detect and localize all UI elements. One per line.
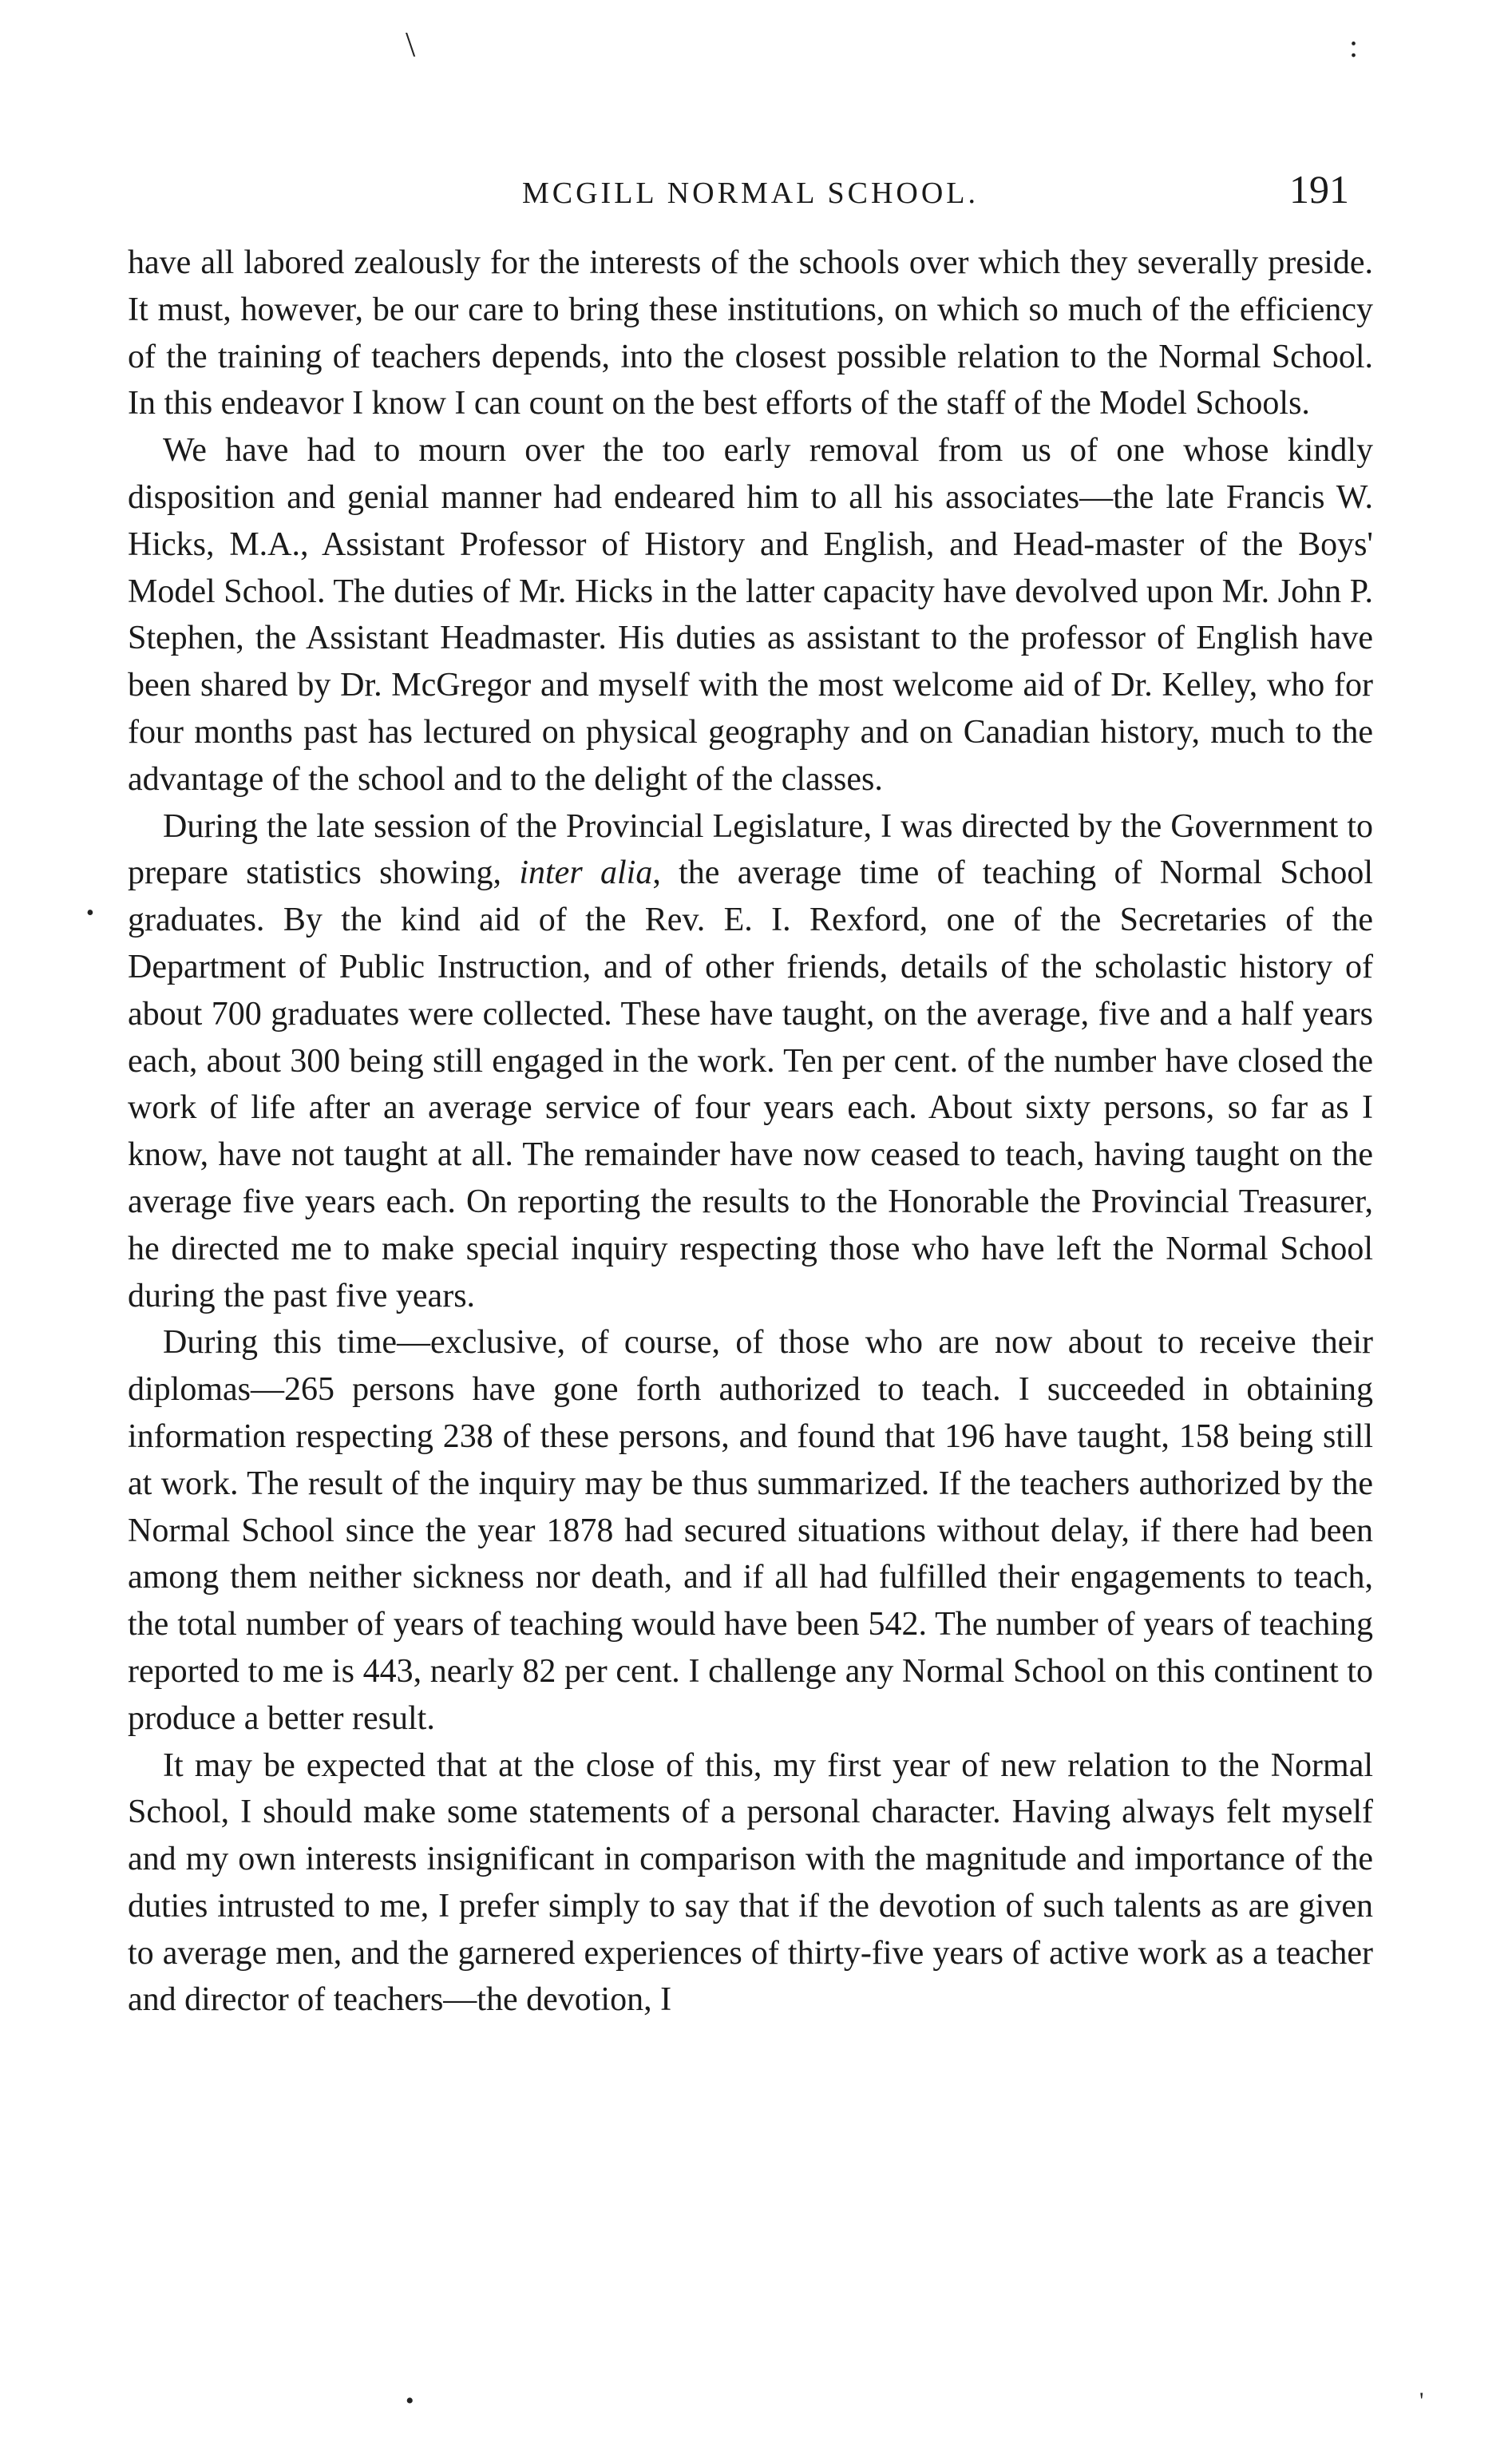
scan-mark: \ [406,25,416,64]
paragraph: During this time—exclusive, of course, of those who are now about to receive their diplomas—265 persons have gone forth authorized to teach. I succeeded in obtaining information respecting 238 of these persons, and found that 196 have taught, 158 being still at work. The result of the inquiry may be thus summarized. If the teachers authorized by the Normal School since the year 1878 had secured situations without delay, if there had been among them neither sickness nor death, and if all had fulfilled their engagements to teach, the total number of years of teaching would have been 542. The number of years of teaching reported to me is 443, nearly 82 per cent. I challenge any Normal School on this continent to produce a better result. [128,1324,1373,1737]
paragraph: have all labored zealously for the interests of the schools over which they severally preside. It must, however, be our care to bring these institutions, on which so much of the efficiency of the training of teachers depends, into the closest possible relation to the Normal School. In this endeavor I know I can count on the best efforts of the staff of the Model Schools. [128,244,1373,422]
paragraph: We have had to mourn over the too early removal from us of one whose kindly disposition and genial manner had endeared him to all his associates—the late Francis W. Hicks, M.A., Assistant Professor of History and English, and Head-master of the Boys' Model School. The duties of Mr. Hicks in the latter capacity have devolved upon Mr. John P. Stephen, the Assistant Headmaster. His duties as assistant to the professor of English have been shared by Dr. McGregor and myself with the most welcome aid of Dr. Kelley, who for four months past has lectured on physical geography and on Canadian history, much to the advantage of the school and to the delight of the classes. [128,432,1373,798]
paragraph-text: , the average time of teaching of Normal School graduates. By the kind aid of the Rev. E. I. Rexford, one of the Secretaries of the Department of Public Instruction, and of other friends, details of the scholastic history of about 700 graduates were collected. These have taught, on the average, five and a half years each, about 300 being still engaged in the work. Ten per cent. of the number have closed the work of life after an average service of four years each. About sixty persons, so far as I know, have not taught at all. The remainder have now ceased to teach, having taught on the average five years each. On reporting the results to the Honorable the Provincial Treasurer, he directed me to make special inquiry respecting those who have left the Normal School during the past five years. [128,854,1374,1314]
scan-mark: • [406,2388,414,2414]
paragraph [128,803,1373,1320]
page-body [128,152,1373,2024]
scan-mark: : [1349,28,1359,64]
margin-bullet: • [86,901,94,926]
latin-phrase: inter alia [519,854,653,892]
paragraph: It may be expected that at the close of this, my first year of new relation to the Normal School, I should make some statements of a personal character. Having always felt myself and my own interests insignificant in comparison with the magnitude and importance of the duties intrusted to me, I prefer simply to say that if the devotion of such talents as are given to average men, and the garnered experiences of thirty-five years of active work as a teacher and director of teachers—the devotion, I [128,1746,1373,2019]
paragraph-text: During the late session of the Provincial Legislature, I was directed by the Government to prepare statistics showing, [128,807,1373,892]
running-head: MCGILL NORMAL SCHOOL. [521,176,980,210]
page-number: 191 [1289,167,1349,212]
scan-mark: ' [1419,2388,1424,2414]
page-header [128,152,1373,232]
